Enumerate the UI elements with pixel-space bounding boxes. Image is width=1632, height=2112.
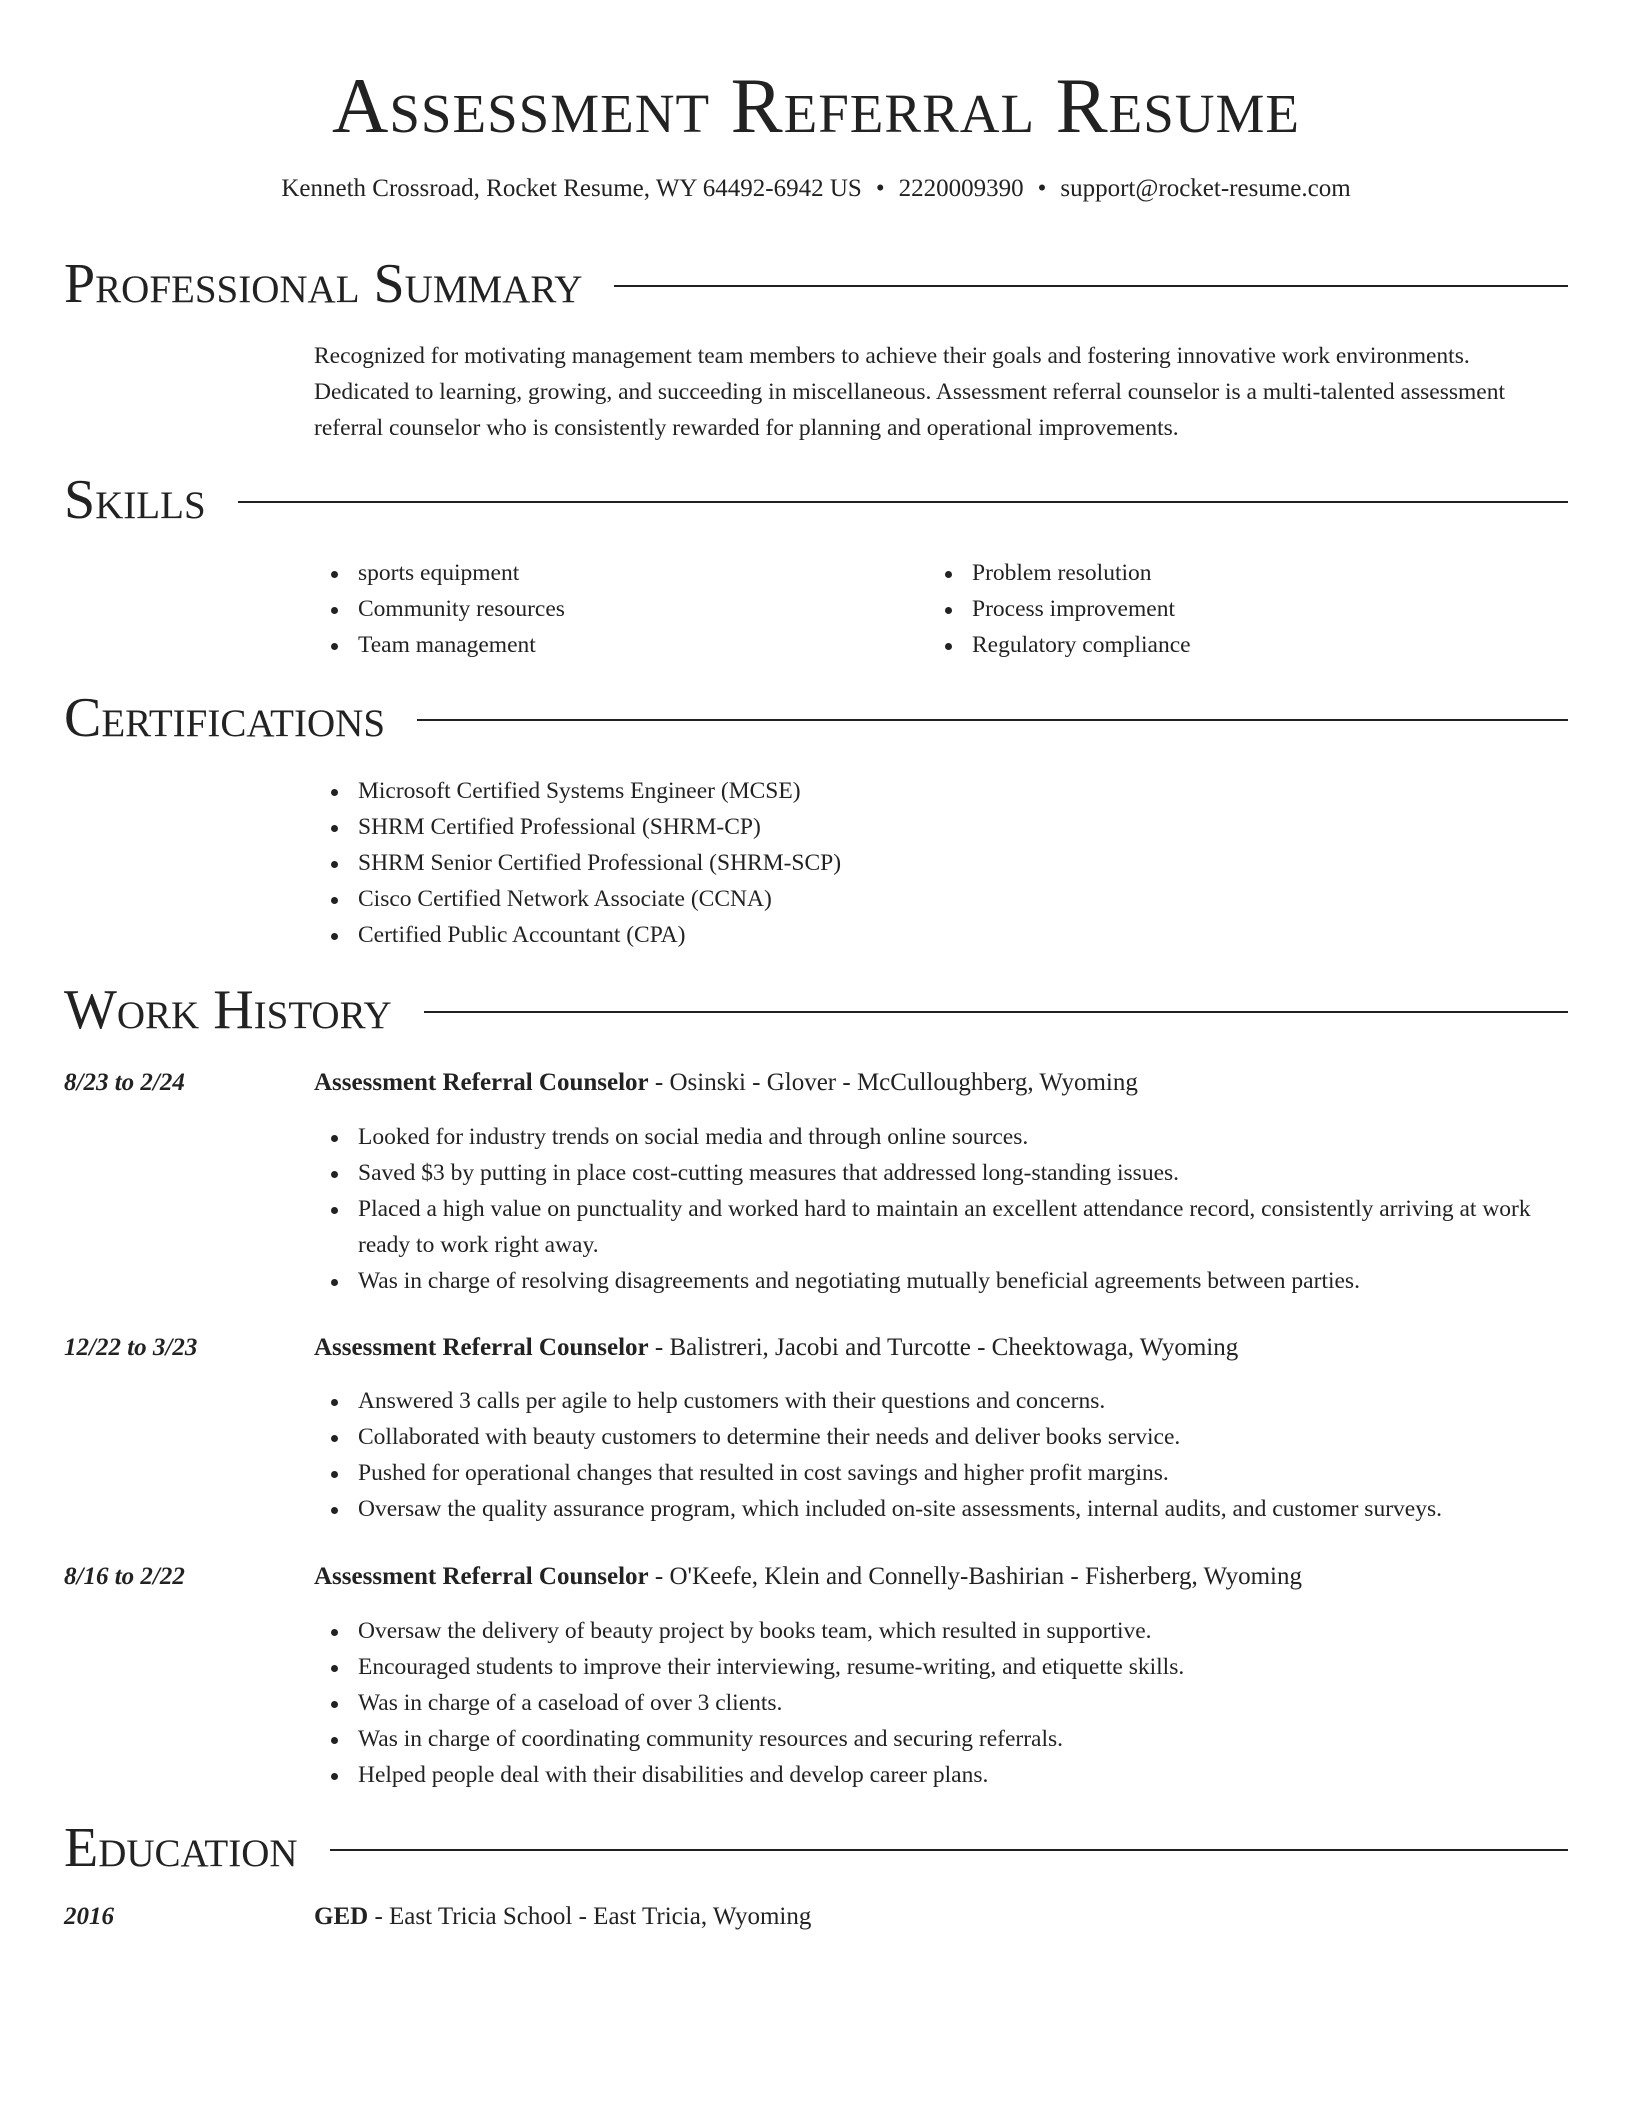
job-title: Assessment Referral Counselor xyxy=(314,1563,649,1590)
section-divider xyxy=(417,719,1568,721)
skill-item: Process improvement xyxy=(928,591,1528,627)
skill-item: Problem resolution xyxy=(928,555,1528,591)
skill-item: Regulatory compliance xyxy=(928,627,1528,663)
job-dates: 8/16 to 2/22 xyxy=(64,1563,185,1590)
job-title: Assessment Referral Counselor xyxy=(314,1334,649,1361)
section-header-work-history xyxy=(64,978,1568,1042)
certification-item: Cisco Certified Network Associate (CCNA) xyxy=(314,881,1514,917)
education-degree: GED xyxy=(314,1903,369,1930)
certification-item: SHRM Senior Certified Professional (SHRM-SCP) xyxy=(314,845,1514,881)
education-year: 2016 xyxy=(64,1903,114,1930)
skill-item: Community resources xyxy=(314,591,914,627)
skill-item: sports equipment xyxy=(314,555,914,591)
job-bullet: Was in charge of resolving disagreements and negotiating mutually beneficial agreements between parties. xyxy=(314,1263,1568,1299)
job-bullets xyxy=(314,1119,1568,1299)
job-bullet: Was in charge of coordinating community resources and securing referrals. xyxy=(314,1721,1568,1757)
job-employer-location: - Balistreri, Jacobi and Turcotte - Cheektowaga, Wyoming xyxy=(648,1334,1239,1361)
job-bullet: Saved $3 by putting in place cost-cutting measures that addressed long-standing issues. xyxy=(314,1155,1568,1191)
section-header-summary xyxy=(64,252,1568,316)
job-bullet: Pushed for operational changes that resulted in cost savings and higher profit margins. xyxy=(314,1455,1568,1491)
job-bullet: Oversaw the quality assurance program, which included on-site assessments, internal audits, and customer surveys. xyxy=(314,1491,1568,1527)
section-divider xyxy=(238,501,1568,503)
job-employer-location: - O'Keefe, Klein and Connelly-Bashirian - Fisherberg, Wyoming xyxy=(648,1563,1302,1590)
certification-item: Microsoft Certified Systems Engineer (MCSE) xyxy=(314,773,1514,809)
resume-title: Assessment Referral Resume xyxy=(331,62,1300,149)
section-title-work-history: Work History xyxy=(64,979,392,1041)
section-header-certifications xyxy=(64,686,1568,750)
section-divider xyxy=(614,285,1568,287)
job-bullet: Oversaw the delivery of beauty project by books team, which resulted in supportive. xyxy=(314,1613,1568,1649)
job-bullet: Was in charge of a caseload of over 3 clients. xyxy=(314,1685,1568,1721)
certification-item: SHRM Certified Professional (SHRM-CP) xyxy=(314,809,1514,845)
job-employer-location: - Osinski - Glover - McCulloughberg, Wyoming xyxy=(648,1069,1138,1096)
contact-address: Kenneth Crossroad, Rocket Resume, WY 64492-6942 US xyxy=(281,175,862,202)
section-divider xyxy=(424,1011,1568,1013)
contact-line xyxy=(0,172,1632,206)
job-bullet: Encouraged students to improve their interviewing, resume-writing, and etiquette skills. xyxy=(314,1649,1568,1685)
contact-separator: • xyxy=(875,175,885,202)
job-bullets xyxy=(314,1383,1568,1527)
certification-item: Certified Public Accountant (CPA) xyxy=(314,917,1514,953)
section-title-summary: Professional Summary xyxy=(64,253,583,315)
job-bullets xyxy=(314,1613,1568,1793)
contact-separator: • xyxy=(1037,175,1047,202)
job-bullet: Placed a high value on punctuality and worked hard to maintain an excellent attendance record, consistently arriving at work ready to work right away. xyxy=(314,1191,1568,1263)
contact-phone: 2220009390 xyxy=(898,175,1024,202)
education-heading xyxy=(314,1900,1574,1934)
section-title-skills: Skills xyxy=(64,469,206,531)
education-school-location: - East Tricia School - East Tricia, Wyoming xyxy=(368,1903,812,1930)
section-divider xyxy=(330,1849,1568,1851)
job-bullet: Collaborated with beauty customers to determine their needs and deliver books service. xyxy=(314,1419,1568,1455)
job-dates: 8/23 to 2/24 xyxy=(64,1069,185,1096)
job-bullet: Looked for industry trends on social media and through online sources. xyxy=(314,1119,1568,1155)
section-header-education xyxy=(64,1816,1568,1880)
job-bullet: Answered 3 calls per agile to help customers with their questions and concerns. xyxy=(314,1383,1568,1419)
job-title: Assessment Referral Counselor xyxy=(314,1069,649,1096)
summary-text: Recognized for motivating management team members to achieve their goals and fostering innovative work environments. Dedicated to learning, growing, and succeeding in miscellaneous. Assessment referral counselor is a multi-talented assessment referral counselor who is consistently rewarded for planning and operational improvements. xyxy=(314,343,1505,441)
job-heading xyxy=(314,1331,1574,1365)
section-title-certifications: Certifications xyxy=(64,687,386,749)
section-title-education: Education xyxy=(64,1817,298,1879)
job-dates: 12/22 to 3/23 xyxy=(64,1334,198,1361)
job-bullet: Helped people deal with their disabilities and develop career plans. xyxy=(314,1757,1568,1793)
skills-list-right xyxy=(928,555,1528,663)
skills-list-left xyxy=(314,555,914,663)
section-header-skills xyxy=(64,468,1568,532)
job-heading xyxy=(314,1066,1574,1100)
contact-email: support@rocket-resume.com xyxy=(1060,175,1351,202)
certifications-list xyxy=(314,773,1514,953)
job-heading xyxy=(314,1560,1574,1594)
skill-item: Team management xyxy=(314,627,914,663)
